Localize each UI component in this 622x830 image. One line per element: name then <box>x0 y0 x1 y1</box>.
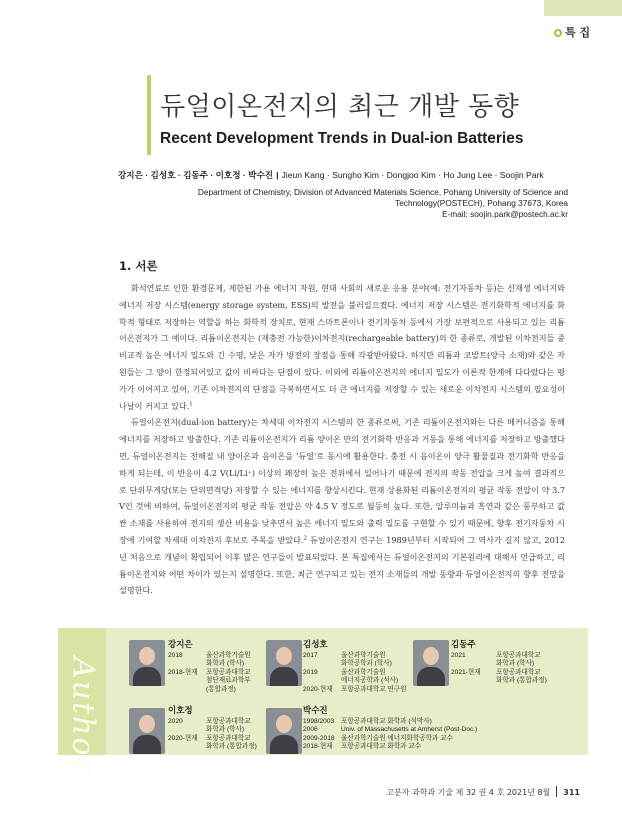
profile-name: 김동주 <box>451 640 476 650</box>
circle-bullet-icon <box>554 29 562 37</box>
profile-cv: 2020 포항공과대학교 화학과 (학사) 2020-현재 포항공과대학교 화학과 (통합과정) <box>168 718 257 751</box>
affiliation: Department of Chemistry, Division of Advanced Materials Science, Pohang University of Science and Technology(POSTECH), Pohang 37673, Korea E-mail: soojin.park@postech.ac.kr <box>197 187 568 219</box>
profile-name: 박수진 <box>303 706 328 716</box>
profile-cv: 2018 울산과학기술원 화학과 (학사) 2018-현재 포항공과대학교 첨단재료과학부 (통합과정) <box>168 652 251 693</box>
journal-info: 고분자 과학과 기술 제 32 권 4 호 2021년 8월 <box>386 788 551 797</box>
author-vertical-label: Author <box>65 657 101 774</box>
profile-name: 이호정 <box>168 706 193 716</box>
profile-name: 강지은 <box>168 640 193 650</box>
page-number: 311 <box>563 788 580 797</box>
page-footer <box>386 786 580 798</box>
body-text <box>119 280 565 599</box>
author-line: 강지은 · 김성호 · 김동주 · 이호정 · 박수진 | Jieun Kang · Sungho Kim · Dongjoo Kim · Ho Jung Lee · Soojin Park <box>118 170 544 180</box>
authors-korean: 강지은 · 김성호 · 김동주 · 이호정 · 박수진 <box>118 170 274 180</box>
paragraph: 듀얼이온전지(dual-ion battery)는 차세대 이차전지 시스템의 한 종류로써, 기존 리튬이온전지와는 다른 메커니즘을 통해 에너지를 저장하고 방출한다. 기존 리튬이온전지가 리튬 양이온 만의 전기화학 반응과 거동을 통해 에너지를 저장하고 방출했다면, 듀얼이온전지는 전해질 내 양이온과 음이온을 '듀얼'로 동시에 활용한다. 충전 시 음이온이 양극 활물질과 전기화학 반응을 하게 되는데, 이 반응이 4.2 V(Li/Li⁺) 이상의 꽤장히 높은 전위에서 일어나기 때문에 전지의 작동 전압을 크게 높여 결과적으로 단위무게당(또는 단위면적당) 저장할 수 있는 에너지를 향상시킨다. 현재 상용화된 리튬이온전지의 평균 작동 전압이 약 3.7 V인 것에 비하여, 듀얼이온전지의 평균 작동 전압은 약 4.5 V 정도로 월등히 높다. 또한, 알루미늄과 흑연과 같은 풍부하고 값싼 소재를 사용하여 전지의 생산 비용을 낮추면서 높은 에너지 밀도와 출력 밀도를 구현할 수 있기 때문에, 향후 전기자동차 시장에 기여할 차세대 이차전지 후보로 주목을 받았다.$^2$ 듀얼이온전지 연구는 1989년부터 시작되어 그 역사가 길지 않고, 2012년 처음으로 개념이 확립되어 이후 많은 연구들이 발표되었다. 본 특집에서는 듀얼이온전지의 기본원리에 대해서 언급하고, 리튬이온전지와 어떤 차이가 있는지 설명한다. 또한, 최근 연구되고 있는 전지 소재들의 개발 동향과 듀얼이온전지의 향후 전망을 설명한다. <box>119 417 566 596</box>
profile-name: 김성호 <box>303 640 328 650</box>
avatar <box>266 640 302 686</box>
profile-cv: 2021 포항공과대학교 화학과 (학사) 2021-현재 포항공과대학교 화학과 (통합과정) <box>451 652 547 685</box>
avatar <box>129 708 165 754</box>
section-tag: 특 집 <box>554 24 590 40</box>
paragraph: 화석연료로 인한 환경문제, 제한된 가용 에너지 자원, 현대 사회의 새로운 응용 분야(예: 전기자동차 등)는 신재생 에너지와 에너지 저장 시스템(energy storage system, ESS)의 발전을 불러일으켰다. 에너지 저장 시스템은 전기화학적 에너지를 화학적 형태로 저장하는 역할을 하는 화학적 장치로, 현재 스마트폰이나 전기자동차 등에서 가장 보편적으로 사용되고 있는 리튬이온전지가 그 예이다. 리튬이온전지는 (재충전 가능한)이차전지(rechargeable battery)의 한 종류로, 개발된 이차전지들 중 비교적 높은 에너지 밀도와 긴 수명, 낮은 자가 방전의 장점을 통해 각광받아왔다. 하지만 리튬과 코발트(양극 소재)와 같은 자원들는 그 양이 한정되어있고 값이 비싸다는 단점이 있다. 이외에 리튬이온전지의 에너지 밀도가 이론적 한계에 다다랐다는 평가가 이어지고 있어, 기존 이차전지의 단점을 극복하면서도 더 큰 에너지를 저장할 수 있는 새로운 이차전지 시스템의 필요성이 나날이 커지고 있다.$^1$ <box>119 283 565 411</box>
title-english: Recent Development Trends in Dual-ion Batteries <box>160 130 524 147</box>
profile-cv: 2017 울산과학기술원 화학공학과 (학사) 2019 울산과학기술원 에너지공학과 (석사) 2020-현재 포항공과대학교 연구원 <box>303 652 407 693</box>
header-color-tab <box>544 0 622 16</box>
avatar <box>129 640 165 686</box>
authors-english: Jieun Kang · Sungho Kim · Dongjoo Kim · Ho Jung Lee · Soojin Park <box>281 170 544 180</box>
avatar <box>266 708 302 754</box>
title-accent-bar <box>147 75 151 155</box>
avatar <box>413 640 449 686</box>
section-heading: 1. 서론 <box>119 259 158 273</box>
title-korean: 듀얼이온전지의 최근 개발 동향 <box>160 92 520 122</box>
profile-cv: 1998/2003 포항공과대학교 화학과 (석박사) 2006 Univ. of Massachusetts at Amherst (Post-Doc.) 2009-2018 울산과학기술원 에너지화학공학과 교수 2018-현재 포항공과대학교 화학과 교수 <box>303 718 478 751</box>
